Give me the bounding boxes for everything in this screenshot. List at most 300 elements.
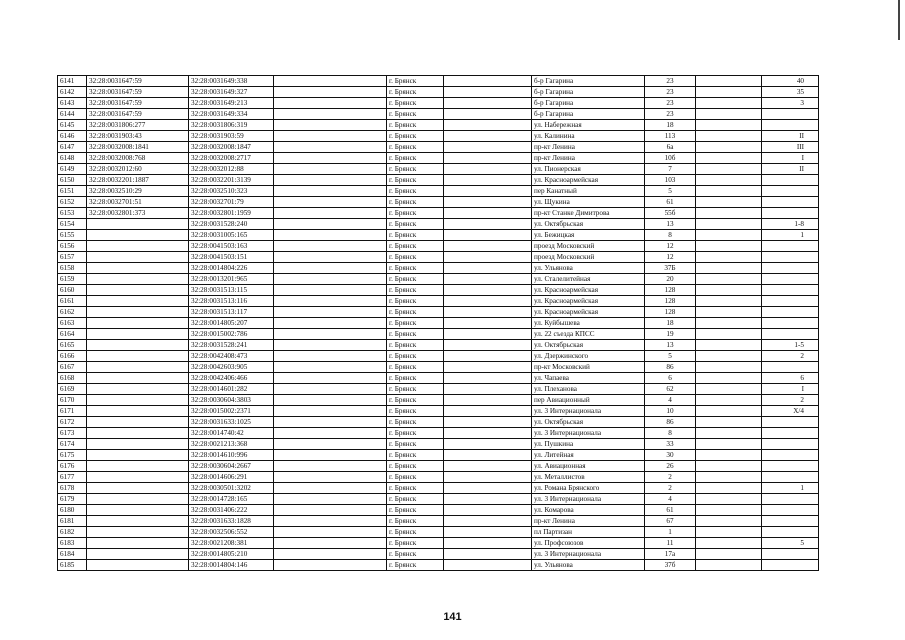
table-row xyxy=(58,175,819,186)
apartment-cell: II xyxy=(762,131,819,142)
empty-cell xyxy=(444,417,532,428)
table-row xyxy=(58,307,819,318)
empty-cell xyxy=(696,560,762,571)
city-cell: г. Брянск xyxy=(387,505,444,516)
cadastral-number-cell: 32:28:0031513:116 xyxy=(189,296,274,307)
cadastral-number-cell: 32:28:0042406:466 xyxy=(189,373,274,384)
row-number-cell: 6157 xyxy=(58,252,87,263)
parent-cadastral-number-cell xyxy=(87,472,189,483)
empty-cell xyxy=(696,395,762,406)
empty-cell xyxy=(696,285,762,296)
cadastral-number-cell: 32:28:0032008:1847 xyxy=(189,142,274,153)
row-number-cell: 6152 xyxy=(58,197,87,208)
empty-cell xyxy=(444,186,532,197)
row-number-cell: 6162 xyxy=(58,307,87,318)
empty-cell xyxy=(444,450,532,461)
parent-cadastral-number-cell xyxy=(87,439,189,450)
empty-cell xyxy=(696,131,762,142)
apartment-cell: II xyxy=(762,164,819,175)
street-cell: ул. Романа Брянского xyxy=(532,483,645,494)
empty-cell xyxy=(444,472,532,483)
empty-cell xyxy=(444,175,532,186)
empty-cell xyxy=(696,252,762,263)
empty-cell xyxy=(444,549,532,560)
house-number-cell: 4 xyxy=(645,395,696,406)
street-cell: ул. 3 Интернационала xyxy=(532,406,645,417)
empty-cell xyxy=(696,417,762,428)
parent-cadastral-number-cell xyxy=(87,362,189,373)
cadastral-number-cell: 32:28:0014804:226 xyxy=(189,263,274,274)
table-row xyxy=(58,450,819,461)
street-cell: ул. Ульянова xyxy=(532,560,645,571)
empty-cell xyxy=(444,351,532,362)
parent-cadastral-number-cell xyxy=(87,296,189,307)
cadastral-number-cell: 32:28:0014805:207 xyxy=(189,318,274,329)
cadastral-number-cell: 32:28:0014728:165 xyxy=(189,494,274,505)
table-row xyxy=(58,87,819,98)
empty-cell xyxy=(696,461,762,472)
city-cell: г. Брянск xyxy=(387,373,444,384)
table-row xyxy=(58,340,819,351)
cadastral-number-cell: 32:28:0021208:381 xyxy=(189,538,274,549)
row-number-cell: 6148 xyxy=(58,153,87,164)
house-number-cell: 5 xyxy=(645,186,696,197)
apartment-cell xyxy=(762,241,819,252)
house-number-cell: 4 xyxy=(645,494,696,505)
cadastral-number-cell: 32:28:0032201:3139 xyxy=(189,175,274,186)
table-row xyxy=(58,285,819,296)
cadastral-number-cell: 32:28:0042408:473 xyxy=(189,351,274,362)
house-number-cell: 55б xyxy=(645,208,696,219)
parent-cadastral-number-cell xyxy=(87,285,189,296)
cadastral-number-cell: 32:28:0041503:151 xyxy=(189,252,274,263)
apartment-cell: X/4 xyxy=(762,406,819,417)
street-cell: ул. Красноармейская xyxy=(532,285,645,296)
street-cell: пр-кт Станке Димитрова xyxy=(532,208,645,219)
cadastral-number-cell: 32:28:0030604:3803 xyxy=(189,395,274,406)
street-cell: проезд Московский xyxy=(532,252,645,263)
house-number-cell: 11 xyxy=(645,538,696,549)
table-row xyxy=(58,395,819,406)
empty-cell xyxy=(444,142,532,153)
house-number-cell: 12 xyxy=(645,252,696,263)
parent-cadastral-number-cell xyxy=(87,395,189,406)
street-cell: ул. Октябрьская xyxy=(532,417,645,428)
table-row xyxy=(58,98,819,109)
apartment-cell: 1-5 xyxy=(762,340,819,351)
empty-cell xyxy=(274,505,387,516)
cadastral-number-cell: 32:28:0031005:165 xyxy=(189,230,274,241)
empty-cell xyxy=(444,516,532,527)
cadastral-number-cell: 32:28:0031649:327 xyxy=(189,87,274,98)
empty-cell xyxy=(444,384,532,395)
row-number-cell: 6166 xyxy=(58,351,87,362)
row-number-cell: 6170 xyxy=(58,395,87,406)
street-cell: ул. Профсоюзов xyxy=(532,538,645,549)
cadastral-number-cell: 32:28:0042603:905 xyxy=(189,362,274,373)
house-number-cell: 23 xyxy=(645,98,696,109)
parent-cadastral-number-cell xyxy=(87,340,189,351)
empty-cell xyxy=(696,373,762,384)
house-number-cell: 8 xyxy=(645,428,696,439)
parent-cadastral-number-cell xyxy=(87,461,189,472)
parent-cadastral-number-cell: 32:28:0031647:59 xyxy=(87,98,189,109)
empty-cell xyxy=(444,219,532,230)
row-number-cell: 6141 xyxy=(58,76,87,87)
street-cell: пр-кт Ленина xyxy=(532,142,645,153)
empty-cell xyxy=(444,109,532,120)
city-cell: г. Брянск xyxy=(387,175,444,186)
city-cell: г. Брянск xyxy=(387,384,444,395)
house-number-cell: 37б xyxy=(645,560,696,571)
empty-cell xyxy=(274,340,387,351)
empty-cell xyxy=(444,318,532,329)
cadastral-number-cell: 32:28:0031528:241 xyxy=(189,340,274,351)
house-number-cell: 128 xyxy=(645,307,696,318)
cadastral-number-cell: 32:28:0014740:42 xyxy=(189,428,274,439)
street-cell: пр-кт Ленина xyxy=(532,516,645,527)
row-number-cell: 6154 xyxy=(58,219,87,230)
row-number-cell: 6171 xyxy=(58,406,87,417)
row-number-cell: 6185 xyxy=(58,560,87,571)
city-cell: г. Брянск xyxy=(387,362,444,373)
city-cell: г. Брянск xyxy=(387,560,444,571)
table-row xyxy=(58,483,819,494)
empty-cell xyxy=(274,351,387,362)
empty-cell xyxy=(696,109,762,120)
cadastral-number-cell: 32:28:0014804:146 xyxy=(189,560,274,571)
house-number-cell: 128 xyxy=(645,296,696,307)
house-number-cell: 26 xyxy=(645,461,696,472)
apartment-cell xyxy=(762,549,819,560)
empty-cell xyxy=(696,505,762,516)
parent-cadastral-number-cell: 32:28:0031806:277 xyxy=(87,120,189,131)
empty-cell xyxy=(696,351,762,362)
street-cell: ул. 3 Интернационала xyxy=(532,549,645,560)
parent-cadastral-number-cell xyxy=(87,351,189,362)
street-cell: ул. Сталелитейная xyxy=(532,274,645,285)
cadastral-number-cell: 32:28:0031649:334 xyxy=(189,109,274,120)
house-number-cell: 17а xyxy=(645,549,696,560)
row-number-cell: 6178 xyxy=(58,483,87,494)
house-number-cell: 18 xyxy=(645,120,696,131)
city-cell: г. Брянск xyxy=(387,417,444,428)
city-cell: г. Брянск xyxy=(387,197,444,208)
parent-cadastral-number-cell xyxy=(87,549,189,560)
empty-cell xyxy=(696,483,762,494)
table-row xyxy=(58,417,819,428)
table-row xyxy=(58,230,819,241)
table-row xyxy=(58,549,819,560)
empty-cell xyxy=(696,197,762,208)
parent-cadastral-number-cell xyxy=(87,516,189,527)
city-cell: г. Брянск xyxy=(387,450,444,461)
apartment-cell xyxy=(762,428,819,439)
cadastral-number-cell: 32:28:0032008:2717 xyxy=(189,153,274,164)
cadastral-number-cell: 32:28:0030604:2667 xyxy=(189,461,274,472)
empty-cell xyxy=(444,252,532,263)
table-row xyxy=(58,109,819,120)
empty-cell xyxy=(274,362,387,373)
empty-cell xyxy=(274,428,387,439)
house-number-cell: 18 xyxy=(645,318,696,329)
city-cell: г. Брянск xyxy=(387,142,444,153)
city-cell: г. Брянск xyxy=(387,76,444,87)
apartment-cell xyxy=(762,307,819,318)
apartment-cell: 5 xyxy=(762,538,819,549)
empty-cell xyxy=(696,219,762,230)
row-number-cell: 6145 xyxy=(58,120,87,131)
table-row xyxy=(58,560,819,571)
empty-cell xyxy=(274,285,387,296)
empty-cell xyxy=(696,494,762,505)
empty-cell xyxy=(274,417,387,428)
parent-cadastral-number-cell: 32:28:0032008:768 xyxy=(87,153,189,164)
cadastral-number-cell: 32:28:0031903:59 xyxy=(189,131,274,142)
empty-cell xyxy=(274,439,387,450)
street-cell: ул. Красноармейская xyxy=(532,296,645,307)
cadastral-number-cell: 32:28:0031649:213 xyxy=(189,98,274,109)
parent-cadastral-number-cell xyxy=(87,241,189,252)
apartment-cell xyxy=(762,560,819,571)
table-row xyxy=(58,120,819,131)
parent-cadastral-number-cell xyxy=(87,318,189,329)
empty-cell xyxy=(696,549,762,560)
house-number-cell: 20 xyxy=(645,274,696,285)
empty-cell xyxy=(696,175,762,186)
street-cell: ул. Пионерская xyxy=(532,164,645,175)
house-number-cell: 67 xyxy=(645,516,696,527)
empty-cell xyxy=(444,527,532,538)
row-number-cell: 6164 xyxy=(58,329,87,340)
empty-cell xyxy=(274,175,387,186)
table-row xyxy=(58,351,819,362)
table-body xyxy=(58,76,819,571)
parent-cadastral-number-cell xyxy=(87,373,189,384)
street-cell: ул. Плеханова xyxy=(532,384,645,395)
table-row xyxy=(58,505,819,516)
empty-cell xyxy=(696,450,762,461)
empty-cell xyxy=(274,263,387,274)
apartment-cell: I xyxy=(762,384,819,395)
empty-cell xyxy=(696,153,762,164)
street-cell: ул. 3 Интернационала xyxy=(532,428,645,439)
apartment-cell xyxy=(762,296,819,307)
scan-edge-mark xyxy=(898,0,900,40)
parent-cadastral-number-cell xyxy=(87,252,189,263)
street-cell: ул. Калинина xyxy=(532,131,645,142)
cadastral-number-cell: 32:28:0014601:282 xyxy=(189,384,274,395)
table-row xyxy=(58,329,819,340)
table-row xyxy=(58,494,819,505)
row-number-cell: 6151 xyxy=(58,186,87,197)
city-cell: г. Брянск xyxy=(387,494,444,505)
apartment-cell: 3 xyxy=(762,98,819,109)
empty-cell xyxy=(444,241,532,252)
empty-cell xyxy=(274,208,387,219)
table-row xyxy=(58,461,819,472)
street-cell: ул. Комарова xyxy=(532,505,645,516)
empty-cell xyxy=(274,153,387,164)
empty-cell xyxy=(444,153,532,164)
apartment-cell: 40 xyxy=(762,76,819,87)
row-number-cell: 6184 xyxy=(58,549,87,560)
city-cell: г. Брянск xyxy=(387,527,444,538)
row-number-cell: 6147 xyxy=(58,142,87,153)
cadastral-number-cell: 32:28:0032701:79 xyxy=(189,197,274,208)
row-number-cell: 6175 xyxy=(58,450,87,461)
empty-cell xyxy=(696,329,762,340)
house-number-cell: 86 xyxy=(645,362,696,373)
city-cell: г. Брянск xyxy=(387,406,444,417)
empty-cell xyxy=(696,98,762,109)
row-number-cell: 6158 xyxy=(58,263,87,274)
row-number-cell: 6159 xyxy=(58,274,87,285)
row-number-cell: 6165 xyxy=(58,340,87,351)
house-number-cell: 61 xyxy=(645,505,696,516)
empty-cell xyxy=(696,318,762,329)
city-cell: г. Брянск xyxy=(387,219,444,230)
street-cell: ул. Литейная xyxy=(532,450,645,461)
city-cell: г. Брянск xyxy=(387,208,444,219)
city-cell: г. Брянск xyxy=(387,230,444,241)
empty-cell xyxy=(696,406,762,417)
parent-cadastral-number-cell xyxy=(87,329,189,340)
empty-cell xyxy=(274,274,387,285)
empty-cell xyxy=(444,263,532,274)
row-number-cell: 6150 xyxy=(58,175,87,186)
city-cell: г. Брянск xyxy=(387,186,444,197)
empty-cell xyxy=(274,373,387,384)
city-cell: г. Брянск xyxy=(387,439,444,450)
empty-cell xyxy=(696,186,762,197)
empty-cell xyxy=(696,120,762,131)
house-number-cell: 8 xyxy=(645,230,696,241)
empty-cell xyxy=(444,87,532,98)
table-row xyxy=(58,406,819,417)
empty-cell xyxy=(274,120,387,131)
empty-cell xyxy=(274,461,387,472)
table-row xyxy=(58,318,819,329)
table-row xyxy=(58,153,819,164)
row-number-cell: 6143 xyxy=(58,98,87,109)
row-number-cell: 6167 xyxy=(58,362,87,373)
row-number-cell: 6181 xyxy=(58,516,87,527)
apartment-cell xyxy=(762,109,819,120)
empty-cell xyxy=(274,516,387,527)
parent-cadastral-number-cell xyxy=(87,384,189,395)
street-cell: ул. Чапаева xyxy=(532,373,645,384)
apartment-cell xyxy=(762,461,819,472)
empty-cell xyxy=(696,274,762,285)
empty-cell xyxy=(274,395,387,406)
row-number-cell: 6177 xyxy=(58,472,87,483)
table-row xyxy=(58,76,819,87)
cadastral-number-cell: 32:28:0031649:338 xyxy=(189,76,274,87)
parent-cadastral-number-cell: 32:28:0032012:60 xyxy=(87,164,189,175)
table-row xyxy=(58,142,819,153)
city-cell: г. Брянск xyxy=(387,351,444,362)
apartment-cell xyxy=(762,252,819,263)
cadastral-number-cell: 32:28:0031806:319 xyxy=(189,120,274,131)
street-cell: ул. Красноармейская xyxy=(532,175,645,186)
empty-cell xyxy=(274,307,387,318)
table-row xyxy=(58,186,819,197)
house-number-cell: 10 xyxy=(645,406,696,417)
empty-cell xyxy=(274,296,387,307)
empty-cell xyxy=(444,164,532,175)
apartment-cell xyxy=(762,318,819,329)
cadastral-number-cell: 32:28:0032510:323 xyxy=(189,186,274,197)
apartment-cell xyxy=(762,186,819,197)
row-number-cell: 6163 xyxy=(58,318,87,329)
city-cell: г. Брянск xyxy=(387,285,444,296)
empty-cell xyxy=(444,76,532,87)
apartment-cell xyxy=(762,505,819,516)
city-cell: г. Брянск xyxy=(387,263,444,274)
empty-cell xyxy=(274,164,387,175)
empty-cell xyxy=(274,318,387,329)
empty-cell xyxy=(274,197,387,208)
parent-cadastral-number-cell: 32:28:0032801:373 xyxy=(87,208,189,219)
row-number-cell: 6168 xyxy=(58,373,87,384)
city-cell: г. Брянск xyxy=(387,461,444,472)
empty-cell xyxy=(274,472,387,483)
empty-cell xyxy=(274,252,387,263)
apartment-cell: III xyxy=(762,142,819,153)
empty-cell xyxy=(696,241,762,252)
empty-cell xyxy=(696,538,762,549)
parent-cadastral-number-cell xyxy=(87,538,189,549)
table-row xyxy=(58,439,819,450)
parent-cadastral-number-cell xyxy=(87,274,189,285)
city-cell: г. Брянск xyxy=(387,472,444,483)
city-cell: г. Брянск xyxy=(387,87,444,98)
table-row xyxy=(58,527,819,538)
street-cell: ул. Бежицкая xyxy=(532,230,645,241)
city-cell: г. Брянск xyxy=(387,538,444,549)
empty-cell xyxy=(274,142,387,153)
street-cell: ул. Набережная xyxy=(532,120,645,131)
empty-cell xyxy=(696,307,762,318)
city-cell: г. Брянск xyxy=(387,131,444,142)
table-row xyxy=(58,516,819,527)
house-number-cell: 30 xyxy=(645,450,696,461)
parent-cadastral-number-cell xyxy=(87,263,189,274)
cadastral-number-cell: 32:28:0031513:117 xyxy=(189,307,274,318)
empty-cell xyxy=(696,208,762,219)
street-cell: ул. 3 Интернационала xyxy=(532,494,645,505)
empty-cell xyxy=(274,450,387,461)
city-cell: г. Брянск xyxy=(387,307,444,318)
apartment-cell xyxy=(762,285,819,296)
house-number-cell: 23 xyxy=(645,87,696,98)
empty-cell xyxy=(444,296,532,307)
empty-cell xyxy=(696,340,762,351)
row-number-cell: 6183 xyxy=(58,538,87,549)
house-number-cell: 86 xyxy=(645,417,696,428)
house-number-cell: 7 xyxy=(645,164,696,175)
house-number-cell: 23 xyxy=(645,109,696,120)
empty-cell xyxy=(444,483,532,494)
empty-cell xyxy=(444,131,532,142)
empty-cell xyxy=(444,395,532,406)
empty-cell xyxy=(444,494,532,505)
street-cell: ул. Октябрьская xyxy=(532,219,645,230)
empty-cell xyxy=(696,516,762,527)
empty-cell xyxy=(444,307,532,318)
city-cell: г. Брянск xyxy=(387,329,444,340)
